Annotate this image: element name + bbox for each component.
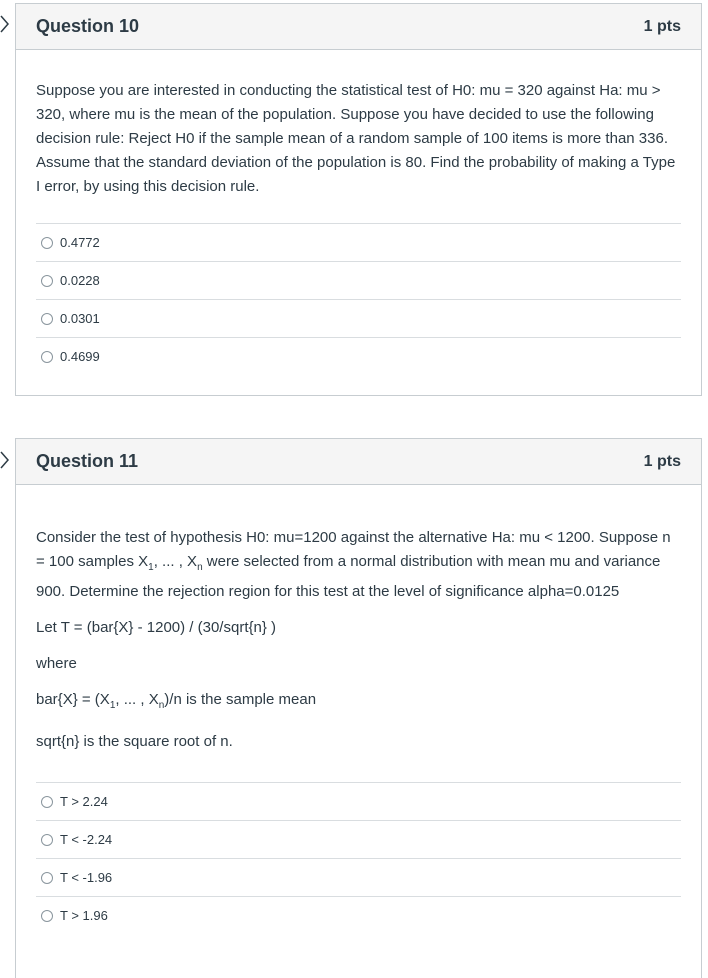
radio-button[interactable] [41,910,53,922]
question-10-paragraph: Suppose you are interested in conducting the statistical test of H0: mu = 320 against Ha: mu > 320, where mu is the mean of the population. Suppose you have decided to use the following decision rule: Reject H0 if the sample mean of a random sample of 100 items is more than 336. Assume that the standard deviation of the population is 80. Find the probability of making a Type I error, by using this decision rule. [36,82,676,195]
answer-label: T < -1.96 [60,870,113,885]
answer-label: 0.0228 [60,273,100,288]
answer-label: 0.4772 [60,235,100,250]
question-11-header [16,439,701,485]
question-11-card [15,438,702,978]
answer-label: T > 1.96 [60,908,108,923]
answer-option[interactable] [36,896,681,934]
collapse-arrow-icon[interactable] [0,450,10,470]
question-10-header [16,4,701,50]
answer-option[interactable] [36,261,681,299]
radio-button[interactable] [41,237,53,249]
question-11-sqrt-definition: sqrt{n} is the square root of n. [36,733,233,750]
answer-option[interactable] [36,820,681,858]
answer-option[interactable] [36,299,681,337]
question-10-title: Question 10 [36,16,140,36]
radio-button[interactable] [41,351,53,363]
question-11-answers [36,782,681,934]
answer-option[interactable] [36,858,681,896]
question-11-title: Question 11 [36,451,139,471]
answer-option[interactable] [36,782,681,820]
radio-button[interactable] [41,313,53,325]
question-10-card [15,3,702,396]
answer-label: T < -2.24 [60,832,113,847]
question-10-answers [36,223,681,375]
answer-label: 0.4699 [60,349,100,364]
answer-option[interactable] [36,337,681,375]
question-11-paragraph: Consider the test of hypothesis H0: mu=1200 against the alternative Ha: mu < 1200. Suppose n = 100 samples $X_1$, ... , $X_n$ were selected from a normal distribution with mean mu and variance 900. Determine the rejection region for this test at the level of significance alpha=0.0125 [36,529,671,600]
radio-button[interactable] [41,872,53,884]
question-11-points: 1 pts [643,452,681,470]
answer-label: 0.0301 [60,311,100,326]
question-10-points: 1 pts [643,17,681,35]
question-11-mean-definition: $bar\{X\} = (X_1$, ... , $X_n)/n$ is the sample mean [36,691,317,711]
question-11-definition: Let T = (bar{X} - 1200) / (30/sqrt{n} ) [36,619,277,636]
question-10-text [36,50,681,199]
answer-label: T > 2.24 [60,794,108,809]
radio-button[interactable] [41,275,53,287]
collapse-arrow-icon[interactable] [0,14,10,34]
answer-option[interactable] [36,223,681,261]
radio-button[interactable] [41,796,53,808]
question-11-where: where [36,655,77,672]
radio-button[interactable] [41,834,53,846]
question-11-text [36,485,681,754]
